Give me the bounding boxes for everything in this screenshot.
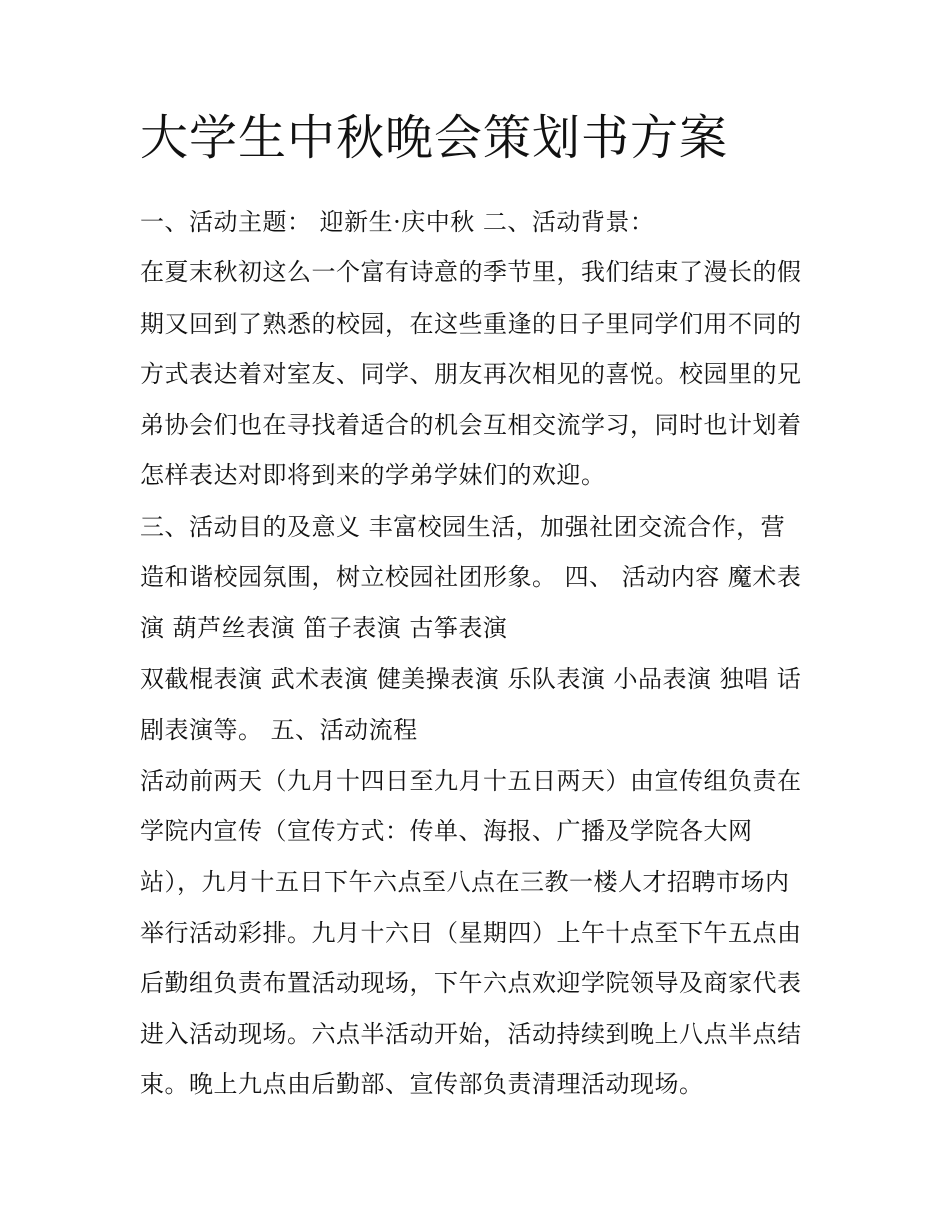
text-line-13: 学院内宣传（宣传方式：传单、海报、广播及学院各大网: [140, 817, 753, 845]
text-line-15: 举行活动彩排。九月十六日（星期四）上午十点至下午五点由: [140, 919, 802, 947]
text-line-16: 后勤组负责布置活动现场，下午六点欢迎学院领导及商家代表: [140, 969, 802, 997]
text-line-14: 站），九月十五日下午六点至八点在三教一楼人才招聘市场内: [140, 868, 790, 896]
text-line-2: 在夏末秋初这么一个富有诗意的季节里，我们结束了漫长的假: [140, 258, 802, 286]
text-line-12: 活动前两天（九月十四日至九月十五日两天）由宣传组负责在: [140, 767, 802, 795]
text-line-18: 束。晚上九点由后勤部、宣传部负责清理活动现场。: [140, 1070, 704, 1098]
text-line-17: 进入活动现场。六点半活动开始，活动持续到晚上八点半点结: [140, 1020, 802, 1048]
text-line-3: 期又回到了熟悉的校园，在这些重逢的日子里同学们用不同的: [140, 310, 802, 338]
text-line-1: 一、活动主题： 迎新生·庆中秋 二、活动背景：: [140, 208, 655, 236]
text-line-11: 剧表演等。 五、活动流程: [140, 716, 418, 744]
text-line-9: 演 葫芦丝表演 笛子表演 古筝表演: [140, 614, 508, 642]
text-line-7: 三、活动目的及意义 丰富校园生活，加强社团交流合作，营: [140, 513, 786, 541]
text-line-8: 造和谐校园氛围，树立校园社团形象。 四、 活动内容 魔术表: [140, 563, 802, 591]
text-line-4: 方式表达着对室友、同学、朋友再次相见的喜悦。校园里的兄: [140, 360, 802, 388]
text-line-10: 双截棍表演 武术表演 健美操表演 乐队表演 小品表演 独唱 话: [140, 665, 802, 693]
document-title: 大学生中秋晚会策划书方案: [140, 110, 729, 166]
text-line-5: 弟协会们也在寻找着适合的机会互相交流学习，同时也计划着: [140, 411, 802, 439]
text-line-6: 怎样表达对即将到来的学弟学妹们的欢迎。: [140, 461, 606, 489]
